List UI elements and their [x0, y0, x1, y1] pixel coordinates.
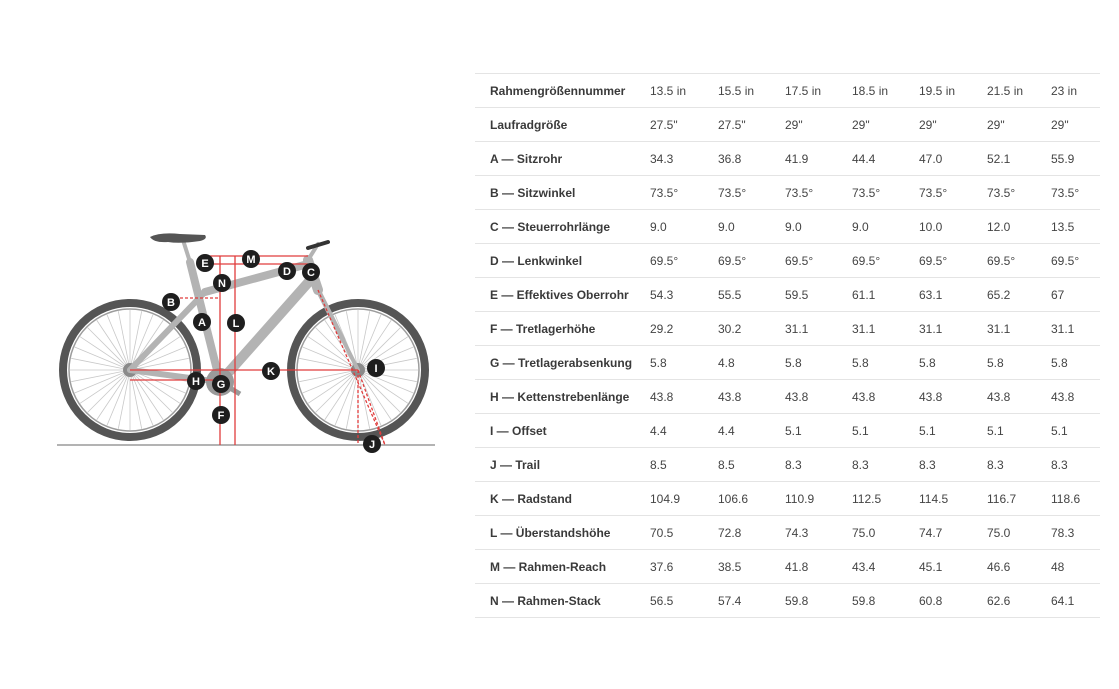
- row-label: I — Offset: [490, 423, 547, 438]
- table-cell: 69.5°: [785, 253, 814, 268]
- row-label: B — Sitzwinkel: [490, 185, 576, 200]
- table-cell: 9.0: [650, 219, 667, 234]
- table-cell: 55.9: [1051, 151, 1075, 166]
- table-cell: 75.0: [987, 525, 1011, 540]
- table-row: [475, 210, 1100, 244]
- row-label: A — Sitzrohr: [490, 151, 563, 166]
- table-cell: 8.3: [1051, 457, 1068, 472]
- marker-i-label: I: [374, 363, 378, 375]
- marker-n-label: N: [218, 278, 226, 290]
- table-cell: 8.3: [987, 457, 1004, 472]
- table-cell: 4.4: [650, 423, 667, 438]
- table-cell: 69.5°: [718, 253, 747, 268]
- table-row: [475, 584, 1100, 618]
- table-cell: 70.5: [650, 525, 674, 540]
- table-cell: 65.2: [987, 287, 1011, 302]
- table-cell: 112.5: [852, 491, 882, 506]
- table-cell: 69.5°: [919, 253, 948, 268]
- marker-b-label: B: [167, 297, 175, 309]
- table-cell: 8.5: [650, 457, 667, 472]
- table-cell: 73.5°: [718, 185, 747, 200]
- spoke: [88, 370, 130, 412]
- table-cell: 5.1: [852, 423, 869, 438]
- marker-d-label: D: [283, 266, 291, 278]
- table-cell: 31.1: [785, 321, 809, 336]
- spoke: [88, 328, 130, 370]
- geometry-table: [475, 73, 1100, 618]
- table-cell: 8.3: [785, 457, 802, 472]
- table-cell: 5.8: [1051, 355, 1068, 370]
- marker-f-label: F: [217, 410, 225, 422]
- marker-b: [162, 293, 180, 311]
- spoke: [316, 370, 358, 412]
- table-cell: 60.8: [919, 593, 943, 608]
- table-row: [475, 312, 1100, 346]
- marker-d: [278, 262, 296, 280]
- table-cell: 13.5: [1051, 219, 1075, 234]
- marker-g-label: G: [216, 379, 226, 391]
- size-header: 23 in: [1051, 83, 1078, 98]
- bike-geometry-diagram: [50, 222, 445, 462]
- table-row: [475, 278, 1100, 312]
- table-cell: 29": [1051, 117, 1069, 132]
- table-cell: 29": [919, 117, 937, 132]
- table-cell: 5.1: [1051, 423, 1068, 438]
- marker-n: [213, 274, 231, 292]
- table-cell: 31.1: [852, 321, 876, 336]
- marker-h-label: H: [192, 376, 200, 388]
- table-cell: 52.1: [987, 151, 1011, 166]
- table-cell: 31.1: [987, 321, 1011, 336]
- table-cell: 63.1: [919, 287, 943, 302]
- table-cell: 10.0: [919, 219, 943, 234]
- table-row: [475, 244, 1100, 278]
- table-cell: 27.5": [718, 117, 746, 132]
- size-header: 17.5 in: [785, 83, 822, 98]
- row-label: C — Steuerrohrlänge: [490, 219, 611, 234]
- table-cell: 5.8: [852, 355, 869, 370]
- marker-j-label: J: [368, 439, 376, 451]
- table-cell: 54.3: [650, 287, 674, 302]
- marker-l: [227, 314, 245, 332]
- table-cell: 48: [1051, 559, 1065, 574]
- row-label: J — Trail: [490, 457, 541, 472]
- table-cell: 59.8: [852, 593, 876, 608]
- table-cell: 4.8: [718, 355, 735, 370]
- row-label: L — Überstandshöhe: [490, 525, 611, 540]
- marker-c-label: C: [307, 267, 315, 279]
- table-cell: 43.8: [1051, 389, 1075, 404]
- row-label: D — Lenkwinkel: [490, 253, 583, 268]
- table-cell: 73.5°: [852, 185, 881, 200]
- table-cell: 8.3: [919, 457, 936, 472]
- marker-f: [212, 406, 230, 424]
- size-header: 19.5 in: [919, 83, 956, 98]
- table-cell: 64.1: [1051, 593, 1075, 608]
- table-cell: 27.5": [650, 117, 678, 132]
- marker-h: [187, 372, 205, 390]
- table-row: [475, 448, 1100, 482]
- table-cell: 4.4: [718, 423, 735, 438]
- table-cell: 62.6: [987, 593, 1011, 608]
- table-cell: 5.1: [785, 423, 802, 438]
- table-cell: 73.5°: [785, 185, 814, 200]
- table-cell: 56.5: [650, 593, 674, 608]
- marker-e-label: E: [201, 258, 209, 270]
- table-cell: 55.5: [718, 287, 742, 302]
- marker-k-label: K: [267, 366, 275, 378]
- row-label: K — Radstand: [490, 491, 573, 506]
- saddle: [150, 233, 206, 242]
- table-cell: 61.1: [852, 287, 876, 302]
- table-cell: 116.7: [987, 491, 1017, 506]
- table-cell: 73.5°: [1051, 185, 1080, 200]
- table-row: [475, 108, 1100, 142]
- table-cell: 73.5°: [919, 185, 948, 200]
- table-cell: 43.8: [919, 389, 943, 404]
- table-cell: 74.7: [919, 525, 943, 540]
- table-cell: 8.3: [852, 457, 869, 472]
- marker-k: [262, 362, 280, 380]
- table-cell: 31.1: [919, 321, 943, 336]
- table-cell: 78.3: [1051, 525, 1075, 540]
- table-cell: 38.5: [718, 559, 742, 574]
- table-cell: 29.2: [650, 321, 674, 336]
- table-cell: 29": [785, 117, 803, 132]
- table-cell: 73.5°: [650, 185, 679, 200]
- marker-m: [242, 250, 260, 268]
- size-header: 13.5 in: [650, 83, 687, 98]
- table-cell: 67: [1051, 287, 1065, 302]
- table-cell: 29": [852, 117, 870, 132]
- marker-j: [363, 435, 381, 453]
- table-cell: 5.1: [919, 423, 936, 438]
- marker-m-label: M: [246, 254, 256, 266]
- table-cell: 59.5: [785, 287, 809, 302]
- row-label: N — Rahmen-Stack: [490, 593, 601, 608]
- table-cell: 59.8: [785, 593, 809, 608]
- table-row: [475, 516, 1100, 550]
- table-row: [475, 176, 1100, 210]
- table-header-row: [475, 74, 1100, 108]
- table-cell: 57.4: [718, 593, 742, 608]
- table-cell: 47.0: [919, 151, 943, 166]
- marker-e: [196, 254, 214, 272]
- table-cell: 34.3: [650, 151, 674, 166]
- table-cell: 9.0: [852, 219, 869, 234]
- table-cell: 8.5: [718, 457, 735, 472]
- table-cell: 69.5°: [852, 253, 881, 268]
- marker-a: [193, 313, 211, 331]
- marker-l-label: L: [232, 318, 240, 330]
- table-cell: 69.5°: [650, 253, 679, 268]
- table-cell: 114.5: [919, 491, 949, 506]
- row-label: G — Tretlagerabsenkung: [490, 355, 633, 370]
- marker-c: [302, 263, 320, 281]
- table-row: [475, 550, 1100, 584]
- table-cell: 43.8: [852, 389, 876, 404]
- table-cell: 9.0: [785, 219, 802, 234]
- table-row: [475, 346, 1100, 380]
- size-header: 15.5 in: [718, 83, 755, 98]
- table-row: [475, 142, 1100, 176]
- table-cell: 31.1: [1051, 321, 1075, 336]
- table-cell: 5.8: [650, 355, 667, 370]
- header-label: Rahmengrößennummer: [490, 83, 626, 98]
- table-cell: 72.8: [718, 525, 742, 540]
- table-cell: 69.5°: [1051, 253, 1080, 268]
- table-cell: 43.8: [718, 389, 742, 404]
- table-cell: 104.9: [650, 491, 681, 506]
- table-cell: 43.8: [650, 389, 674, 404]
- table-cell: 9.0: [718, 219, 735, 234]
- table-cell: 41.8: [785, 559, 809, 574]
- table-cell: 41.9: [785, 151, 809, 166]
- marker-a-label: A: [198, 317, 206, 329]
- table-cell: 44.4: [852, 151, 876, 166]
- table-cell: 37.6: [650, 559, 674, 574]
- table-cell: 69.5°: [987, 253, 1016, 268]
- table-cell: 12.0: [987, 219, 1011, 234]
- row-label: Laufradgröße: [490, 117, 568, 132]
- table-cell: 5.8: [919, 355, 936, 370]
- table-cell: 118.6: [1051, 491, 1081, 506]
- bike-geometry-svg: [50, 222, 445, 462]
- table-cell: 106.6: [718, 491, 749, 506]
- table-cell: 30.2: [718, 321, 742, 336]
- table-cell: 46.6: [987, 559, 1011, 574]
- table-cell: 5.8: [987, 355, 1004, 370]
- marker-g: [212, 375, 230, 393]
- table-cell: 29": [987, 117, 1005, 132]
- table-cell: 74.3: [785, 525, 809, 540]
- table-cell: 75.0: [852, 525, 876, 540]
- row-label: H — Kettenstrebenlänge: [490, 389, 630, 404]
- table-cell: 5.1: [987, 423, 1004, 438]
- row-label: F — Tretlagerhöhe: [490, 321, 596, 336]
- table-cell: 43.8: [785, 389, 809, 404]
- table-cell: 43.4: [852, 559, 876, 574]
- table-row: [475, 482, 1100, 516]
- size-header: 18.5 in: [852, 83, 889, 98]
- marker-i: [367, 359, 385, 377]
- table-cell: 45.1: [919, 559, 943, 574]
- table-row: [475, 414, 1100, 448]
- row-label: M — Rahmen-Reach: [490, 559, 607, 574]
- size-header: 21.5 in: [987, 83, 1024, 98]
- table-cell: 43.8: [987, 389, 1011, 404]
- table-cell: 110.9: [785, 491, 815, 506]
- table-row: [475, 380, 1100, 414]
- table-cell: 36.8: [718, 151, 742, 166]
- table-cell: 5.8: [785, 355, 802, 370]
- table-cell: 73.5°: [987, 185, 1016, 200]
- row-label: E — Effektives Oberrohr: [490, 287, 629, 302]
